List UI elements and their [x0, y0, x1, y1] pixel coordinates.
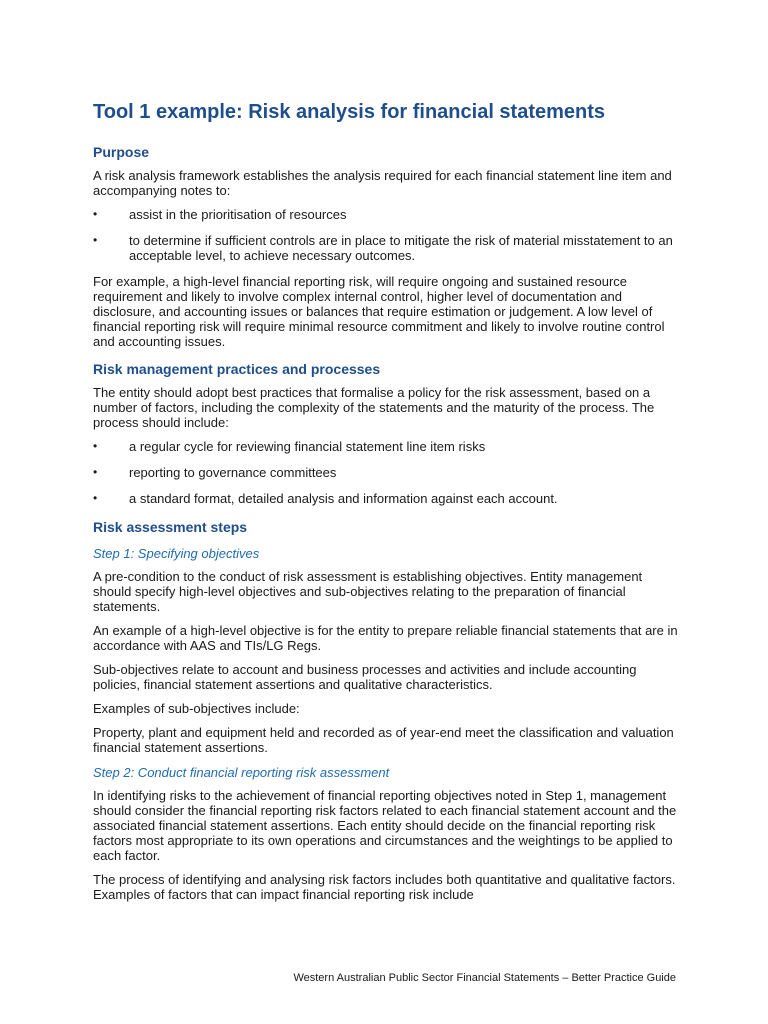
list-item — [93, 439, 683, 454]
step1-paragraph: Examples of sub-objectives include: — [93, 701, 300, 716]
list-item — [93, 233, 683, 263]
step2-paragraph: In identifying risks to the achievement of financial reporting objectives noted in Step 1, management should consider the financial reporting risk factors related to each financial statement account and the associated financial statement assertions. Each entity should decide on the financial reporting risk factors most appropriate to its own operations and circumstances and the weightings to be applied to each factor. — [93, 788, 677, 863]
list-item — [93, 207, 683, 222]
purpose-intro: A risk analysis framework establishes the analysis required for each financial statement line item and accompanying notes to: — [93, 168, 672, 198]
bullet-icon: • — [93, 233, 98, 247]
list-item-text: a regular cycle for reviewing financial statement line item risks — [129, 439, 486, 454]
step2-paragraph: The process of identifying and analysing risk factors includes both quantitative and qualitative factors. Examples of factors that can impact financial reporting risk include — [93, 872, 676, 902]
purpose-example: For example, a high-level financial reporting risk, will require ongoing and sustained resource requirement and likely to involve complex internal control, higher level of documentation and disclosure, and accounting issues or balances that require estimation or judgement. A low level of financial reporting risk will require minimal resource commitment and likely to involve routine control and accounting issues. — [93, 274, 665, 349]
risk-assessment-heading: Risk assessment steps — [93, 519, 248, 535]
page-footer: Western Australian Public Sector Financial Statements – Better Practice Guide — [293, 972, 676, 984]
risk-management-bullet-list — [93, 439, 683, 506]
step1-paragraph: Property, plant and equipment held and recorded as of year-end meet the classification and valuation financial statement assertions. — [93, 725, 674, 755]
list-item-text: to determine if sufficient controls are in place to mitigate the risk of material misstatement to an acceptable level, to achieve necessary outcomes. — [129, 233, 673, 263]
list-item-text: reporting to governance committees — [129, 465, 337, 480]
list-item-text: a standard format, detailed analysis and information against each account. — [129, 491, 558, 506]
purpose-heading: Purpose — [93, 144, 150, 160]
step1-paragraph: An example of a high-level objective is for the entity to prepare reliable financial statements that are in accordance with AAS and TIs/LG Regs. — [93, 623, 678, 653]
list-item-text: assist in the prioritisation of resources — [129, 207, 347, 222]
bullet-icon: • — [93, 465, 98, 479]
step2-heading: Step 2: Conduct financial reporting risk assessment — [93, 765, 390, 780]
step1-heading: Step 1: Specifying objectives — [93, 546, 260, 561]
risk-management-heading: Risk management practices and processes — [93, 361, 381, 377]
bullet-icon: • — [93, 207, 98, 221]
list-item — [93, 465, 683, 480]
risk-management-intro: The entity should adopt best practices that formalise a policy for the risk assessment, based on a number of factors, including the complexity of the statements and the maturity of the process. The process should include: — [93, 385, 655, 430]
bullet-icon: • — [93, 491, 98, 505]
step1-paragraph: A pre-condition to the conduct of risk assessment is establishing objectives. Entity management should specify high-level objectives and sub-objectives relating to the preparation of financial statements. — [93, 569, 643, 614]
document-title: Tool 1 example: Risk analysis for financial statements — [93, 101, 606, 123]
step1-paragraph: Sub-objectives relate to account and business processes and activities and include accounting policies, financial statement assertions and qualitative characteristics. — [93, 662, 637, 692]
document-page — [93, 98, 683, 911]
bullet-icon: • — [93, 439, 98, 453]
list-item — [93, 491, 683, 506]
purpose-bullet-list — [93, 207, 683, 263]
